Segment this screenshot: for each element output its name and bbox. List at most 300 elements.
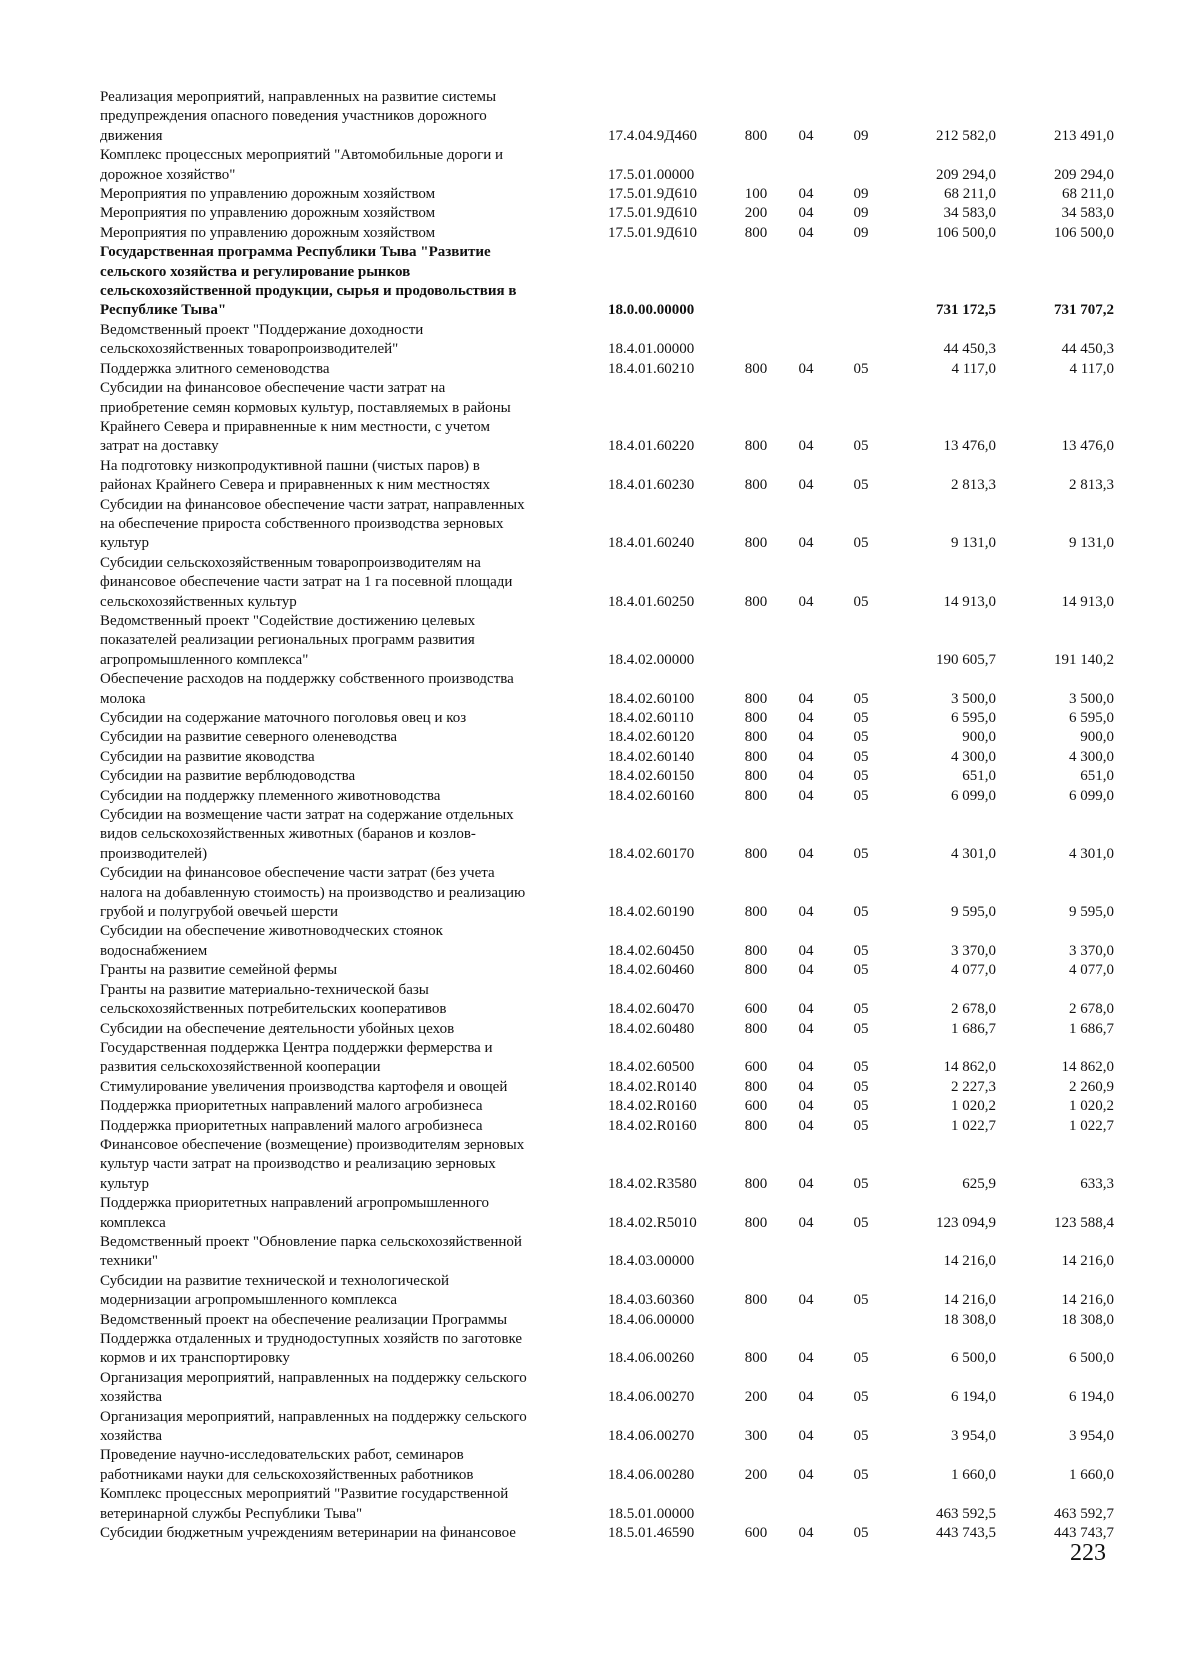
row-subsection: 05 — [853, 1389, 869, 1406]
row-section: 04 — [798, 748, 814, 765]
table-row — [100, 670, 1120, 709]
row-amount-year1: 14 216,0 — [943, 1253, 996, 1270]
row-amount-year1: 212 582,0 — [936, 127, 996, 144]
row-code: 18.4.02.60480 — [608, 1020, 695, 1037]
table-row — [100, 379, 1120, 457]
row-amount-year1: 14 862,0 — [943, 1059, 996, 1076]
row-code: 18.4.02.60100 — [608, 690, 695, 707]
row-expense-type: 800 — [744, 535, 768, 552]
row-subsection: 09 — [853, 186, 869, 203]
row-expense-type: 800 — [744, 127, 768, 144]
row-amount-year1: 1 660,0 — [951, 1466, 996, 1483]
row-amount-year1: 625,9 — [962, 1175, 996, 1192]
row-subsection: 05 — [853, 845, 869, 862]
row-amount-year2: 463 592,7 — [1054, 1505, 1114, 1522]
table-row — [100, 1408, 1120, 1447]
row-expense-type: 200 — [744, 1466, 768, 1483]
row-amount-year1: 2 678,0 — [951, 1001, 996, 1018]
row-section: 04 — [798, 224, 814, 241]
row-amount-year2: 2 260,9 — [1069, 1078, 1114, 1095]
row-amount-year2: 191 140,2 — [1054, 651, 1114, 668]
row-expense-type: 800 — [744, 1292, 768, 1309]
row-code: 18.4.02.R5010 — [608, 1214, 697, 1231]
row-amount-year2: 2 813,3 — [1069, 477, 1114, 494]
row-amount-year1: 18 308,0 — [943, 1311, 996, 1328]
row-subsection: 05 — [853, 1466, 869, 1483]
row-expense-type: 800 — [744, 748, 768, 765]
row-name: Поддержка приоритетных направлений малого агробизнеса — [100, 1098, 483, 1115]
row-amount-year2: 209 294,0 — [1054, 166, 1114, 183]
row-code: 18.4.06.00260 — [608, 1350, 695, 1367]
row-expense-type: 800 — [744, 1117, 768, 1134]
row-section: 04 — [798, 787, 814, 804]
row-amount-year1: 4 300,0 — [951, 748, 996, 765]
table-row — [100, 1136, 1120, 1194]
table-row — [100, 961, 1120, 980]
row-code: 18.4.02.60450 — [608, 942, 695, 959]
budget-table — [100, 88, 1120, 1543]
row-section: 04 — [798, 1175, 814, 1192]
row-amount-year1: 106 500,0 — [936, 224, 996, 241]
row-section: 04 — [798, 729, 814, 746]
table-row — [100, 321, 1120, 360]
row-amount-year1: 3 954,0 — [951, 1428, 996, 1445]
row-name: Государственная поддержка Центра поддержки фермерства и развития сельскохозяйственной кооперации — [100, 1039, 493, 1076]
row-code: 18.4.01.60240 — [608, 535, 695, 552]
row-name: Гранты на развитие материально-технической базы сельскохозяйственных потребительских кооперативов — [100, 981, 447, 1018]
row-subsection: 05 — [853, 1098, 869, 1115]
row-amount-year2: 14 913,0 — [1061, 593, 1114, 610]
row-amount-year2: 13 476,0 — [1061, 438, 1114, 455]
row-subsection: 05 — [853, 535, 869, 552]
row-amount-year2: 1 686,7 — [1069, 1020, 1114, 1037]
row-section: 04 — [798, 477, 814, 494]
row-expense-type: 800 — [744, 1078, 768, 1095]
row-expense-type: 300 — [744, 1428, 768, 1445]
row-section: 04 — [798, 942, 814, 959]
table-row — [100, 981, 1120, 1020]
table-row — [100, 496, 1120, 554]
row-name: Субсидии на развитие северного оленеводства — [100, 729, 398, 746]
row-name: Субсидии сельскохозяйственным товаропроизводителям на финансовое обеспечение части затрат на 1 га посевной площади сельскохозяйственных культур — [100, 554, 513, 610]
row-amount-year2: 3 370,0 — [1069, 942, 1114, 959]
row-code: 17.4.04.9Д460 — [608, 127, 697, 144]
row-code: 18.4.02.R0140 — [608, 1078, 697, 1095]
table-row — [100, 1369, 1120, 1408]
row-amount-year2: 6 099,0 — [1069, 787, 1114, 804]
table-row — [100, 748, 1120, 767]
row-amount-year1: 9 131,0 — [951, 535, 996, 552]
row-section: 04 — [798, 690, 814, 707]
table-row — [100, 88, 1120, 146]
row-amount-year2: 14 216,0 — [1061, 1253, 1114, 1270]
row-expense-type: 200 — [744, 205, 768, 222]
row-subsection: 05 — [853, 1020, 869, 1037]
row-name: Субсидии на содержание маточного поголовья овец и коз — [100, 710, 467, 726]
row-expense-type: 800 — [744, 729, 768, 746]
row-expense-type: 800 — [744, 787, 768, 804]
row-subsection: 09 — [853, 127, 869, 144]
row-amount-year1: 2 813,3 — [951, 477, 996, 494]
row-amount-year1: 14 216,0 — [943, 1292, 996, 1309]
row-amount-year2: 6 595,0 — [1069, 710, 1114, 726]
row-name: Поддержка приоритетных направлений агропромышленного комплекса — [100, 1195, 490, 1231]
row-code: 18.4.01.60230 — [608, 477, 695, 494]
row-code: 18.4.06.00000 — [608, 1311, 695, 1328]
row-subsection: 05 — [853, 1350, 869, 1367]
row-subsection: 05 — [853, 1001, 869, 1018]
row-subsection: 05 — [853, 1117, 869, 1134]
row-subsection: 05 — [853, 1428, 869, 1445]
row-code: 18.4.02.60460 — [608, 962, 695, 979]
row-code: 18.4.02.R0160 — [608, 1117, 697, 1134]
table-row — [100, 1039, 1120, 1078]
row-name: Субсидии бюджетным учреждениям ветеринарии на финансовое — [100, 1525, 516, 1542]
row-amount-year2: 1 660,0 — [1069, 1466, 1114, 1483]
row-code: 18.4.01.00000 — [608, 341, 695, 358]
table-row — [100, 146, 1120, 185]
row-section: 04 — [798, 535, 814, 552]
row-section: 04 — [798, 1214, 814, 1231]
row-code: 18.4.03.60360 — [608, 1292, 695, 1309]
row-code: 18.4.06.00270 — [608, 1389, 695, 1406]
row-code: 18.4.02.60110 — [608, 710, 694, 726]
row-expense-type: 800 — [744, 360, 768, 377]
row-code: 18.4.02.60500 — [608, 1059, 695, 1076]
row-section: 04 — [798, 1098, 814, 1115]
row-amount-year1: 443 743,5 — [936, 1525, 996, 1542]
row-subsection: 05 — [853, 593, 869, 610]
row-code: 17.5.01.9Д610 — [608, 186, 697, 203]
row-expense-type: 800 — [744, 942, 768, 959]
row-amount-year2: 1 020,2 — [1069, 1098, 1114, 1115]
table-row — [100, 224, 1120, 243]
row-section: 04 — [798, 1292, 814, 1309]
table-row — [100, 806, 1120, 864]
row-name: Реализация мероприятий, направленных на развитие системы предупреждения опасного поведения участников дорожного движения — [100, 89, 497, 144]
row-amount-year1: 34 583,0 — [943, 205, 996, 222]
row-section: 04 — [798, 845, 814, 862]
row-expense-type: 800 — [744, 1020, 768, 1037]
row-expense-type: 800 — [744, 1350, 768, 1367]
row-amount-year1: 14 913,0 — [943, 593, 996, 610]
row-amount-year1: 190 605,7 — [936, 651, 996, 668]
table-row — [100, 360, 1120, 379]
row-expense-type: 200 — [744, 1389, 768, 1406]
row-subsection: 05 — [853, 787, 869, 804]
row-expense-type: 100 — [744, 186, 768, 203]
row-expense-type: 800 — [744, 438, 768, 455]
row-subsection: 05 — [853, 904, 869, 921]
row-subsection: 05 — [853, 1059, 869, 1076]
row-amount-year1: 1 686,7 — [951, 1020, 996, 1037]
row-name: Субсидии на возмещение части затрат на содержание отдельных видов сельскохозяйственных животных (баранов и козлов- производителей) — [100, 807, 514, 862]
row-subsection: 05 — [853, 962, 869, 979]
row-section: 04 — [798, 710, 814, 726]
row-name: Мероприятия по управлению дорожным хозяйством — [100, 186, 436, 203]
row-expense-type: 600 — [744, 1059, 768, 1076]
row-code: 18.4.02.60170 — [608, 845, 695, 862]
row-amount-year2: 731 707,2 — [1054, 302, 1114, 319]
row-amount-year2: 14 862,0 — [1061, 1059, 1114, 1076]
row-amount-year2: 18 308,0 — [1061, 1311, 1114, 1328]
row-name: Мероприятия по управлению дорожным хозяйством — [100, 205, 436, 222]
row-name: Гранты на развитие семейной фермы — [100, 962, 338, 979]
row-amount-year1: 6 099,0 — [951, 787, 996, 804]
row-name: Ведомственный проект на обеспечение реализации Программы — [100, 1311, 508, 1328]
row-section: 04 — [798, 904, 814, 921]
row-name: Субсидии на поддержку племенного животноводства — [100, 787, 441, 804]
table-row — [100, 1194, 1120, 1233]
row-section: 04 — [798, 1020, 814, 1037]
row-name: Субсидии на обеспечение животноводческих стоянок водоснабжением — [100, 923, 443, 959]
row-amount-year1: 651,0 — [962, 768, 996, 785]
row-name: Ведомственный проект "Содействие достижению целевых показателей реализации региональных программ развития агропромышленного комплекса" — [100, 612, 476, 668]
row-name: Субсидии на развитие яководства — [100, 748, 315, 765]
row-amount-year1: 4 077,0 — [951, 962, 996, 979]
row-amount-year2: 4 117,0 — [1069, 360, 1114, 377]
row-section: 04 — [798, 438, 814, 455]
row-amount-year2: 1 022,7 — [1069, 1117, 1114, 1134]
row-amount-year1: 731 172,5 — [936, 302, 996, 319]
row-code: 18.4.02.R3580 — [608, 1175, 697, 1192]
table-row — [100, 864, 1120, 922]
row-expense-type: 800 — [744, 845, 768, 862]
row-subsection: 05 — [853, 360, 869, 377]
row-amount-year1: 6 194,0 — [951, 1389, 996, 1406]
table-row — [100, 1117, 1120, 1136]
table-row — [100, 204, 1120, 223]
table-row — [100, 185, 1120, 204]
row-expense-type: 600 — [744, 1525, 768, 1542]
table-row — [100, 1524, 1120, 1543]
row-code: 18.5.01.00000 — [608, 1505, 695, 1522]
row-code: 18.4.02.60190 — [608, 904, 695, 921]
row-name: Субсидии на обеспечение деятельности убойных цехов — [100, 1020, 455, 1037]
row-amount-year2: 106 500,0 — [1054, 224, 1114, 241]
row-code: 18.4.06.00280 — [608, 1466, 695, 1483]
row-code: 18.0.00.00000 — [608, 302, 695, 319]
row-section: 04 — [798, 127, 814, 144]
row-amount-year1: 1 022,7 — [951, 1117, 996, 1134]
row-amount-year1: 6 500,0 — [951, 1350, 996, 1367]
table-row — [100, 612, 1120, 670]
row-amount-year1: 44 450,3 — [943, 341, 996, 358]
table-row — [100, 1020, 1120, 1039]
row-amount-year2: 34 583,0 — [1061, 205, 1114, 222]
table-row — [100, 1272, 1120, 1311]
row-amount-year2: 4 301,0 — [1069, 845, 1114, 862]
row-section: 04 — [798, 1059, 814, 1076]
table-row — [100, 1097, 1120, 1116]
row-expense-type: 800 — [744, 768, 768, 785]
row-name: Субсидии на развитие верблюдоводства — [100, 768, 356, 785]
row-amount-year2: 14 216,0 — [1061, 1292, 1114, 1309]
row-name: Организация мероприятий, направленных на поддержку сельского хозяйства — [100, 1369, 527, 1406]
row-name: Комплекс процессных мероприятий "Автомобильные дороги и дорожное хозяйство" — [100, 147, 503, 183]
row-amount-year2: 6 194,0 — [1069, 1389, 1114, 1406]
row-subsection: 05 — [853, 1214, 869, 1231]
row-section: 04 — [798, 360, 814, 377]
row-code: 18.4.01.60250 — [608, 593, 695, 610]
row-code: 17.5.01.9Д610 — [608, 205, 697, 222]
row-amount-year2: 4 300,0 — [1069, 748, 1114, 765]
table-row — [100, 767, 1120, 786]
row-amount-year2: 2 678,0 — [1069, 1001, 1114, 1018]
row-subsection: 05 — [853, 768, 869, 785]
row-section: 04 — [798, 1389, 814, 1406]
row-subsection: 05 — [853, 1175, 869, 1192]
row-amount-year2: 4 077,0 — [1069, 962, 1114, 979]
row-code: 18.4.02.R0160 — [608, 1098, 697, 1115]
row-code: 18.4.03.00000 — [608, 1253, 695, 1270]
row-section: 04 — [798, 1525, 814, 1542]
row-name: Стимулирование увеличения производства картофеля и овощей — [100, 1078, 508, 1095]
row-subsection: 05 — [853, 477, 869, 494]
table-row — [100, 1233, 1120, 1272]
row-name: Поддержка элитного семеноводства — [100, 360, 330, 377]
row-amount-year2: 651,0 — [1080, 768, 1114, 785]
row-code: 18.4.02.60140 — [608, 748, 695, 765]
row-name: Мероприятия по управлению дорожным хозяйством — [100, 224, 436, 241]
row-subsection: 05 — [853, 748, 869, 765]
row-code: 17.5.01.00000 — [608, 166, 695, 183]
row-amount-year2: 633,3 — [1080, 1175, 1114, 1192]
row-expense-type: 800 — [744, 1214, 768, 1231]
row-expense-type: 800 — [744, 962, 768, 979]
row-code: 18.5.01.46590 — [608, 1525, 695, 1542]
row-amount-year1: 68 211,0 — [944, 186, 996, 203]
row-amount-year2: 443 743,7 — [1054, 1525, 1114, 1542]
row-amount-year1: 123 094,9 — [936, 1214, 996, 1231]
row-amount-year1: 13 476,0 — [943, 438, 996, 455]
row-amount-year2: 44 450,3 — [1061, 341, 1114, 358]
row-subsection: 05 — [853, 690, 869, 707]
row-expense-type: 800 — [744, 710, 768, 726]
row-amount-year2: 3 954,0 — [1069, 1428, 1114, 1445]
row-subsection: 05 — [853, 438, 869, 455]
row-name: Субсидии на финансовое обеспечение части затрат, направленных на обеспечение прироста собственного производства зерновых культур — [100, 496, 525, 552]
row-section: 04 — [798, 593, 814, 610]
row-name: Проведение научно-исследовательских работ, семинаров работниками науки для сельскохозяйственных работников — [100, 1447, 474, 1483]
row-amount-year1: 3 370,0 — [951, 942, 996, 959]
row-code: 17.5.01.9Д610 — [608, 224, 697, 241]
row-expense-type: 800 — [744, 224, 768, 241]
row-code: 18.4.02.60160 — [608, 787, 695, 804]
row-amount-year1: 463 592,5 — [936, 1505, 996, 1522]
table-row — [100, 457, 1120, 496]
row-expense-type: 800 — [744, 593, 768, 610]
row-subsection: 05 — [853, 1292, 869, 1309]
table-row — [100, 243, 1120, 321]
row-code: 18.4.02.60470 — [608, 1001, 695, 1018]
row-amount-year2: 123 588,4 — [1054, 1214, 1114, 1231]
row-expense-type: 800 — [744, 1175, 768, 1192]
row-name: Поддержка приоритетных направлений малого агробизнеса — [100, 1117, 483, 1134]
row-amount-year1: 1 020,2 — [951, 1098, 996, 1115]
table-row — [100, 1446, 1120, 1485]
row-section: 04 — [798, 768, 814, 785]
row-amount-year1: 4 117,0 — [951, 360, 996, 377]
row-section: 04 — [798, 1078, 814, 1095]
row-amount-year2: 900,0 — [1080, 729, 1114, 746]
row-name: Субсидии на финансовое обеспечение части затрат (без учета налога на добавленную стоимость) на производство и реализацию грубой и полугрубой овечьей шерсти — [100, 865, 526, 921]
row-expense-type: 800 — [744, 690, 768, 707]
row-amount-year1: 900,0 — [962, 729, 996, 746]
table-row — [100, 1485, 1120, 1524]
row-subsection: 09 — [853, 224, 869, 241]
row-expense-type: 600 — [744, 1001, 768, 1018]
row-code: 18.4.01.60220 — [608, 438, 695, 455]
row-subsection: 05 — [853, 1078, 869, 1095]
row-section: 04 — [798, 1350, 814, 1367]
row-code: 18.4.02.00000 — [608, 651, 695, 668]
row-name: Государственная программа Республики Тыва "Развитие сельского хозяйства и регулирование рынков сельскохозяйственной продукции, сырья и продовольствия в Республике Тыва" — [100, 244, 517, 319]
table-row — [100, 1311, 1120, 1330]
page-number: 223 — [1070, 1540, 1106, 1566]
row-name: Субсидии на финансовое обеспечение части затрат на приобретение семян кормовых культур, поставляемых в районы Крайнего Севера и приравненные к ним местности, с учетом затрат на доставку — [100, 380, 511, 455]
table-row — [100, 728, 1120, 747]
row-subsection: 05 — [853, 710, 869, 726]
row-name: Организация мероприятий, направленных на поддержку сельского хозяйства — [100, 1408, 527, 1445]
row-amount-year2: 9 595,0 — [1069, 904, 1114, 921]
table-row — [100, 922, 1120, 961]
row-amount-year1: 9 595,0 — [951, 904, 996, 921]
row-section: 04 — [798, 1428, 814, 1445]
table-row — [100, 1330, 1120, 1369]
row-name: Ведомственный проект "Обновление парка сельскохозяйственной техники" — [100, 1233, 522, 1270]
row-subsection: 05 — [853, 942, 869, 959]
row-section: 04 — [798, 1466, 814, 1483]
row-code: 18.4.06.00270 — [608, 1428, 695, 1445]
row-code: 18.4.01.60210 — [608, 360, 695, 377]
row-name: Комплекс процессных мероприятий "Развитие государственной ветеринарной службы Республики Тыва" — [100, 1486, 509, 1522]
row-amount-year2: 213 491,0 — [1054, 127, 1114, 144]
row-section: 04 — [798, 962, 814, 979]
row-name: Субсидии на развитие технической и технологической модернизации агропромышленного комплекса — [100, 1272, 449, 1309]
row-section: 04 — [798, 186, 814, 203]
row-name: На подготовку низкопродуктивной пашни (чистых паров) в районах Крайнего Севера и приравненных к ним местностях — [100, 457, 490, 494]
row-amount-year1: 209 294,0 — [936, 166, 996, 183]
table-row — [100, 709, 1120, 728]
row-code: 18.4.02.60150 — [608, 768, 695, 785]
row-amount-year1: 6 595,0 — [951, 710, 996, 726]
row-code: 18.4.02.60120 — [608, 729, 695, 746]
row-subsection: 05 — [853, 1525, 869, 1542]
table-row — [100, 787, 1120, 806]
table-row — [100, 554, 1120, 612]
row-name: Поддержка отдаленных и труднодоступных хозяйств по заготовке кормов и их транспортировку — [100, 1331, 523, 1367]
row-amount-year1: 3 500,0 — [951, 690, 996, 707]
row-section: 04 — [798, 1117, 814, 1134]
row-name: Финансовое обеспечение (возмещение) производителям зерновых культур части затрат на производство и реализацию зерновых культур — [100, 1136, 525, 1192]
row-name: Ведомственный проект "Поддержание доходности сельскохозяйственных товаропроизводителей" — [100, 321, 424, 358]
row-amount-year1: 4 301,0 — [951, 845, 996, 862]
row-expense-type: 800 — [744, 904, 768, 921]
row-amount-year2: 9 131,0 — [1069, 535, 1114, 552]
row-amount-year2: 68 211,0 — [1062, 186, 1114, 203]
row-amount-year2: 3 500,0 — [1069, 690, 1114, 707]
row-expense-type: 800 — [744, 477, 768, 494]
row-amount-year2: 6 500,0 — [1069, 1350, 1114, 1367]
row-expense-type: 600 — [744, 1098, 768, 1115]
row-subsection: 05 — [853, 729, 869, 746]
table-row — [100, 1078, 1120, 1097]
row-name: Обеспечение расходов на поддержку собственного производства молока — [100, 671, 514, 707]
row-subsection: 09 — [853, 205, 869, 222]
row-section: 04 — [798, 205, 814, 222]
row-section: 04 — [798, 1001, 814, 1018]
